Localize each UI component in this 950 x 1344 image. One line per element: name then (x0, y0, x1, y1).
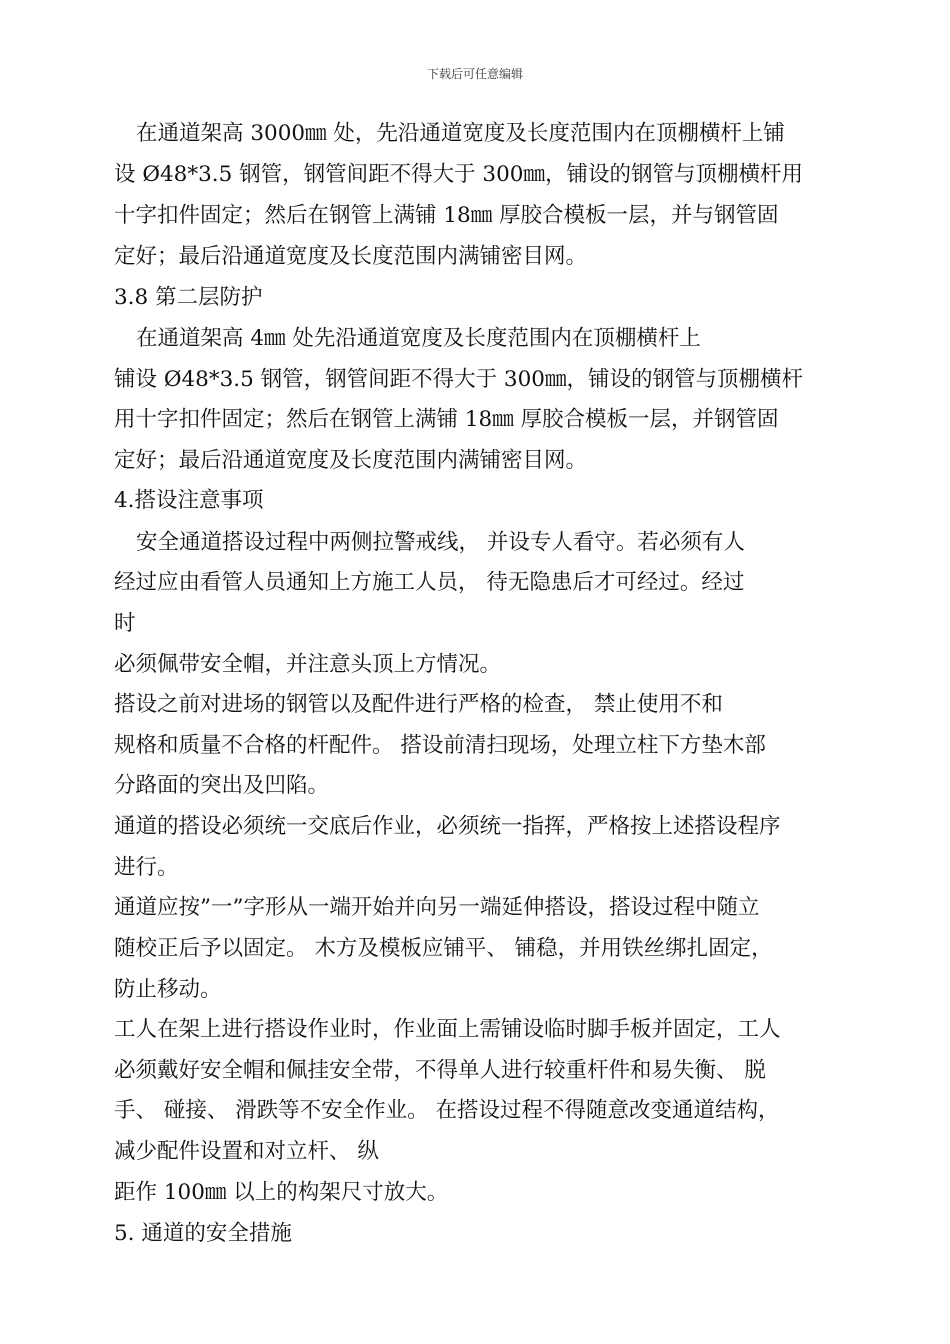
paragraph-line: 防止移动。 (114, 977, 222, 1002)
paragraph-line: 工人在架上进行搭设作业时，作业面上需铺设临时脚手板并固定，工人 (114, 1017, 781, 1042)
paragraph-line: 在通道架高 3000㎜ 处，先沿通道宽度及长度范围内在顶棚横杆上铺 (136, 121, 785, 146)
paragraph-line: 搭设之前对进场的钢管以及配件进行严格的检查， 禁止使用不和 (114, 692, 723, 717)
paragraph-line: 在通道架高 4㎜ 处先沿通道宽度及长度范围内在顶棚横杆上 (136, 326, 701, 351)
paragraph-line: 必须佩带安全帽，并注意头顶上方情况。 (114, 652, 502, 677)
paragraph-line: 用十字扣件固定；然后在钢管上满铺 18㎜ 厚胶合模板一层，并钢管固 (114, 407, 779, 432)
paragraph-line: 手、 碰接、 滑跌等不安全作业。 在搭设过程不得随意改变通道结构， (114, 1098, 780, 1123)
section-heading: 5. 通道的安全措施 (114, 1221, 292, 1246)
paragraph-line: 随校正后予以固定。 木方及模板应铺平、 铺稳，并用铁丝绑扎固定， (114, 936, 773, 961)
paragraph-line: 安全通道搭设过程中两侧拉警戒线， 并设专人看守。若必须有人 (136, 530, 745, 555)
paragraph-line: 时 (114, 611, 136, 636)
paragraph-line: 通道应按”一”字形从一端开始并向另一端延伸搭设，搭设过程中随立 (114, 895, 760, 920)
paragraph-line: 必须戴好安全帽和佩挂安全带，不得单人进行较重杆件和易失衡、 脱 (114, 1058, 766, 1083)
section-heading: 4.搭设注意事项 (114, 488, 264, 513)
paragraph-line: 减少配件设置和对立杆、 纵 (114, 1139, 379, 1164)
paragraph-line: 规格和质量不合格的杆配件。 搭设前清扫现场，处理立柱下方垫木部 (114, 733, 766, 758)
paragraph-line: 定好；最后沿通道宽度及长度范围内满铺密目网。 (114, 244, 588, 269)
paragraph-line: 十字扣件固定；然后在钢管上满铺 18㎜ 厚胶合模板一层，并与钢管固 (114, 203, 779, 228)
paragraph-line: 距作 100㎜ 以上的构架尺寸放大。 (114, 1180, 449, 1205)
paragraph-line: 设 Ø48*3.5 钢管，钢管间距不得大于 300㎜，铺设的钢管与顶棚横杆用 (114, 162, 803, 187)
section-heading: 3.8 第二层防护 (114, 285, 263, 310)
paragraph-line: 铺设 Ø48*3.5 钢管，钢管间距不得大于 300㎜，铺设的钢管与顶棚横杆 (114, 367, 803, 392)
paragraph-line: 进行。 (114, 855, 179, 880)
paragraph-line: 经过应由看管人员通知上方施工人员， 待无隐患后才可经过。经过 (114, 570, 745, 595)
page-header: 下载后可任意编辑 (426, 67, 523, 81)
paragraph-line: 定好；最后沿通道宽度及长度范围内满铺密目网。 (114, 448, 588, 473)
paragraph-line: 分路面的突出及凹陷。 (114, 773, 330, 798)
paragraph-line: 通道的搭设必须统一交底后作业，必须统一指挥，严格按上述搭设程序 (114, 814, 781, 839)
